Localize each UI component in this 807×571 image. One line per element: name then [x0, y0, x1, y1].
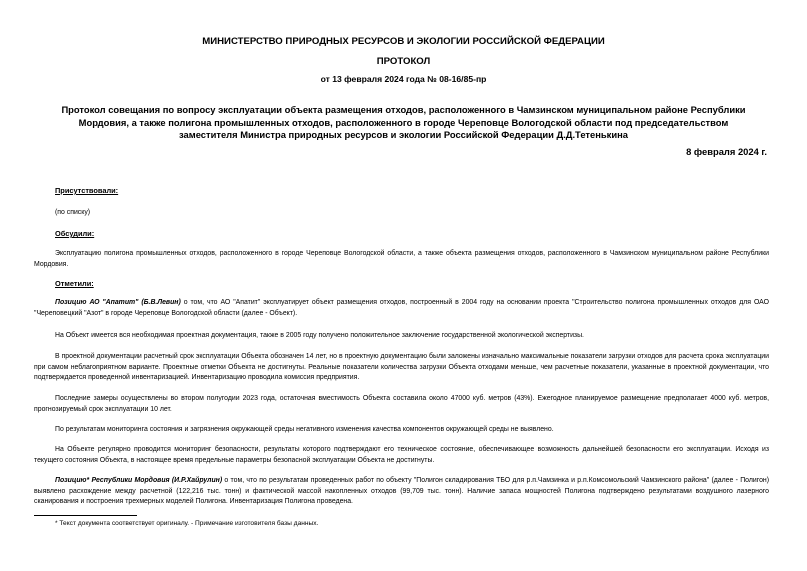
paragraph-apatit [34, 298, 769, 319]
paragraph-body: Последние замеры осуществлены во втором полугодии 2023 года, остаточная вместимость Объекта составила около 47000 куб. метров (43%). Ежегодное планируемое размещение предполагает 4000 куб. метров, прогнозируемый срок эксплуатации 10 лет. [34, 395, 769, 413]
doc-number: от 13 февраля 2024 года № 08-16/85-пр [320, 74, 487, 84]
footnote-divider [34, 515, 137, 516]
paragraph-body: По результатам мониторинга состояния и загрязнения окружающей среды негативного изменения качества компонентов окружающей среды не выявлено. [55, 426, 554, 433]
discussed-heading: Обсудили: [55, 229, 95, 238]
document-title: Протокол совещания по вопросу эксплуатации объекта размещения отходов, расположенного в Чамзинском муниципальном районе Республики Мордовия, а также полигона промышленных отходов, расположенного в городе Череповце Вологодской области под председательством заместителя Министра природных ресурсов и экологии Российской Федерации Д.Д.Тетенькина [61, 104, 746, 140]
paragraph-body: о том, что по результатам проведенных работ по объекту "Полигон складирования ТБО для р.п.Чамзинка и р.п.Комсомольский Чамзинского района" (далее - Полигон) выявлено расхождение между расчетной (122,216 тыс. тонн) и фактической массой накопленных отходов (99,709 тыс. тонн). Наличие запаса мощностей Полигона подтверждено результатами воздушного лазерного сканирования и построения трехмерных моделей Полигона. Инвентаризация Полигона проведена. [34, 477, 769, 505]
paragraph-design-life [34, 352, 769, 384]
paragraph-lead: Позицию АО "Апатит" (Б.В.Левин) [55, 299, 181, 306]
paragraph-mordovia [34, 476, 769, 508]
paragraph-body: о том, что АО "Апатит" эксплуатирует объект размещения отходов, построенный в 2004 году на основании проекта "Строительство полигона промышленных отходов для ОАО "Череповецкий "Азот" в городе Череповце Вологодской области (далее - Объект). [34, 299, 769, 317]
discussed-text: Эксплуатацию полигона промышленных отходов, расположенного в городе Череповце Вологодской области, а также объекта размещения отходов, расположенного в Чамзинском муниципальном районе Республики Мордовия. [34, 250, 769, 268]
paragraph-body: На Объекте регулярно проводится мониторинг безопасности, результаты которого подтверждают его техническое состояние, обеспечивающее возможность дальнейшей безопасности его эксплуатации. Исходя из текущего состояния Объекта, в настоящее время предельные параметры безопасной эксплуатации Объекта не достигнуты. [34, 446, 769, 464]
present-text: (по списку) [55, 209, 91, 216]
paragraph-measurements [34, 394, 769, 415]
ministry-heading: МИНИСТЕРСТВО ПРИРОДНЫХ РЕСУРСОВ И ЭКОЛОГИИ РОССИЙСКОЙ ФЕДЕРАЦИИ [202, 36, 605, 47]
paragraph-documentation [34, 331, 769, 342]
footnote: * Текст документа соответствует оригиналу. - Примечание изготовителя базы данных. [55, 520, 319, 527]
paragraph-body: В проектной документации расчетный срок эксплуатации Объекта обозначен 14 лет, но в проектную документацию были заложены изначально максимальные показатели загрузки отходов для расчета срока эксплуатации при самом неблагоприятном варианте. Проектные отметки Объекта не достигнуты. Реальные показатели количества загрузки Объекта отходами меньше, чем расчетные показатели, указанные в проектной документации, что подтверждается проведенной инвентаризацией. Инвентаризацию проводила комиссия предприятия. [34, 353, 769, 381]
paragraph-safety [34, 445, 769, 466]
present-heading: Присутствовали: [55, 186, 119, 195]
paragraph-monitoring [34, 425, 769, 436]
paragraph-lead: Позицию* Республики Мордовия (И.Р.Хайрулин) [55, 477, 223, 484]
meeting-date: 8 февраля 2024 г. [686, 146, 767, 157]
paragraph-body: На Объект имеется вся необходимая проектная документация, также в 2005 году получено положительное заключение государственной экологической экспертизы. [55, 332, 584, 339]
doc-type-heading: ПРОТОКОЛ [376, 56, 431, 67]
noted-heading: Отметили: [55, 279, 94, 288]
